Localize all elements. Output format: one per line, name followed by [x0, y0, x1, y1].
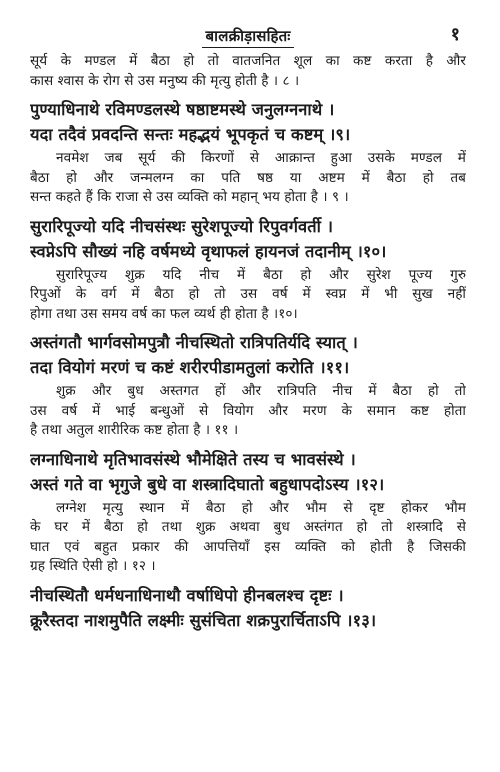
commentary-line: ग्रह स्थिति ऐसी हो । १२ ।	[30, 558, 156, 574]
page-number: १	[450, 24, 460, 45]
running-title: बालक्रीड़ासहितः	[202, 26, 295, 48]
verse-line: अस्तं गते वा भृगुजे बुधे वा शस्त्रादिघातो बहुधापदोऽस्य ।१२।	[30, 474, 385, 494]
hindi-commentary	[30, 52, 466, 91]
commentary-line: उस वर्ष में भाई बन्धुओं से वियोग और मरण के समान कष्ट होता	[30, 402, 466, 419]
verse-line: पुण्याधिनाथे रविमण्डलस्थे षष्ठाष्टमस्थे जनुलग्ननाथे ।	[30, 100, 335, 119]
commentary-line: बैठा हो और जन्मलग्न का पति षष्ठ या अष्टम में बैठा हो तब	[30, 169, 466, 186]
hindi-commentary	[30, 382, 466, 441]
commentary-line: शुक्र और बुध अस्तगत हों और रात्रिपति नीच में बैठा हो तो	[56, 383, 466, 399]
commentary-line: लग्नेश मृत्यु स्थान में बैठा हो और भौम से दृष्ट होकर भौम	[56, 499, 466, 516]
verse-line: स्वप्नेऽपि सौख्यं नहि वर्षमध्ये वृथाफलं हायनजं तदानीम् ।१०।	[30, 241, 387, 261]
page-header	[30, 26, 466, 52]
verse-line: क्रूरैस्तदा नाशमुपैति लक्ष्मीः सुसंचिता शक्रपुरार्चिताऽपि ।१३।	[30, 610, 377, 630]
commentary-line: सुरारिपूज्य शुक्र यदि नीच में बैठा हो और सुरेश पूज्य गुरु	[56, 266, 466, 283]
commentary-line: सूर्य के मण्डल में बैठा हो तो वातजनित शूल का कष्ट करता है और	[30, 53, 466, 69]
sanskrit-verse	[30, 330, 466, 380]
verse-line: नीचस्थितौ धर्मधनाधिनाथौ वर्षाधिपो हीनबलश्च दृष्टः ।	[30, 585, 344, 605]
verse-line: लग्नाधिनाथे मृतिभावसंस्थे भौमेक्षिते तस्य च भावसंस्थे ।	[30, 449, 356, 469]
hindi-commentary	[30, 499, 466, 577]
commentary-line: होगा तथा उस समय वर्ष का फल व्यर्थ ही होता है ।१०।	[30, 305, 298, 322]
verse-line: अस्तंगतौ भार्गवसोमपुत्रौ नीचस्थितो रात्रिपतिर्यदि स्यात् ।	[30, 333, 358, 352]
commentary-line: सन्त कहते हैं कि राजा से उस व्यक्ति को महान् भय होता है । ९ ।	[30, 189, 349, 205]
verse-line: यदा तदैवं प्रवदन्ति सन्तः महद्भयं भूपकृतं च कष्टम् ।९।	[30, 125, 351, 144]
verse-line: सुरारिपूज्यो यदि नीचसंस्थः सुरेशपूज्यो रिपुवर्गवर्ती ।	[30, 216, 334, 236]
sanskrit-verse	[30, 97, 466, 147]
commentary-line: है तथा अतुल शारीरिक कष्ट होता है । ११ ।	[30, 422, 239, 438]
commentary-line: घात एवं बहुत प्रकार की आपत्तियाँ इस व्यक्ति को होती है जिसकी	[30, 538, 466, 555]
sanskrit-verse	[30, 447, 466, 497]
commentary-line: कास श्वास के रोग से उस मनुष्य की मृत्यु होती है । ८ ।	[30, 72, 300, 89]
commentary-line: नवमेश जब सूर्य की किरणों से आक्रान्त हुआ उसके मण्डल में	[56, 150, 466, 166]
commentary-line: के घर में बैठा हो तथा शुक्र अथवा बुध अस्तंगत हो तो शस्त्रादि से	[30, 519, 466, 535]
commentary-line: रिपुओं के वर्ग में बैठा हो तो उस वर्ष में स्वप्न में भी सुख नहीं	[30, 286, 466, 302]
hindi-commentary	[30, 149, 466, 208]
verse-line: तदा वियोगं मरणं च कष्टं शरीरपीडामतुलां करोति ।११।	[30, 358, 350, 377]
sanskrit-verse	[30, 214, 466, 264]
page-content	[30, 52, 466, 633]
sanskrit-verse	[30, 583, 466, 633]
hindi-commentary	[30, 266, 466, 325]
